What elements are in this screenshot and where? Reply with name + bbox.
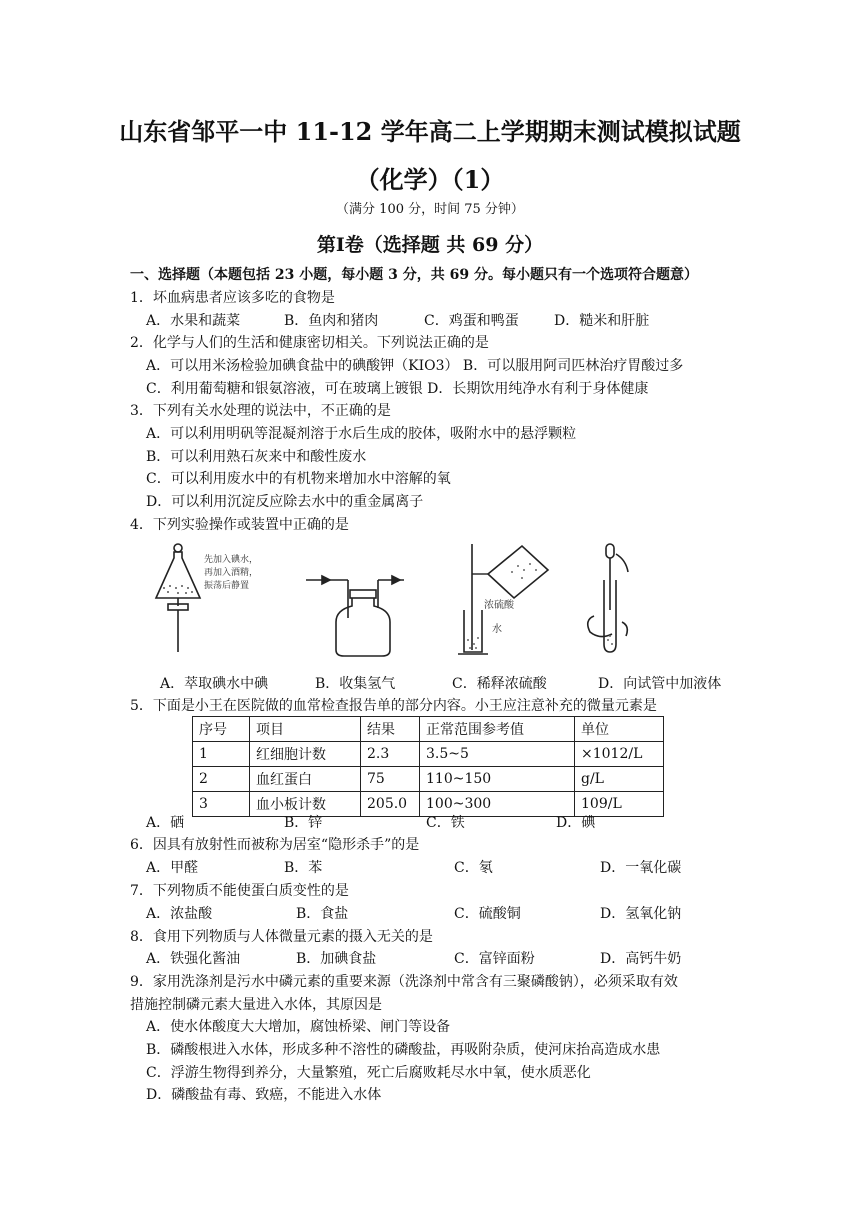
exam-subtitle: （化学）（1） <box>355 165 505 194</box>
table-cell: ×1012/L <box>575 742 664 767</box>
table-row <box>193 767 664 792</box>
fig-a-note-1: 先加入碘水， <box>204 555 259 565</box>
q9-stem-line1: 9．家用洗涤剂是污水中磷元素的重要来源（洗涤剂中常含有三聚磷酸钠），必须采取有效 <box>130 974 678 990</box>
q4-option-a: A．萃取碘水中碘 <box>160 676 269 692</box>
dilution-figure <box>452 540 572 660</box>
q2-options-row1: A．可以用米汤检验加碘食盐中的碘酸钾（KIO3） B．可以服用阿司匹林治疗胃酸过多 <box>146 358 684 374</box>
q3-option-b: B．可以利用熟石灰来中和酸性废水 <box>146 449 367 465</box>
q5-option-d: D．碘 <box>556 815 596 831</box>
q1-option-b: B．鱼肉和猪肉 <box>284 313 379 329</box>
table-header-cell: 结果 <box>361 717 420 742</box>
table-cell: 205.0 <box>361 792 420 817</box>
q5-option-b: B．锌 <box>284 815 323 831</box>
q9-stem-line2: 措施控制磷元素大量进入水体，其原因是 <box>130 997 382 1013</box>
table-header-cell: 序号 <box>193 717 250 742</box>
q4-option-b: B．收集氢气 <box>315 676 396 692</box>
table-cell: 2.3 <box>361 742 420 767</box>
exam-title: 山东省邹平一中 11-12 学年高二上学期期末测试模拟试题 <box>119 117 741 146</box>
q1-stem: 1．坏血病患者应该多吃的食物是 <box>130 290 335 306</box>
q9-option-b: B．磷酸根进入水体，形成多种不溶性的磷酸盐，再吸附杂质，使河床抬高造成水患 <box>146 1042 661 1058</box>
table-cell: 血小板计数 <box>250 792 361 817</box>
q4-option-d: D．向试管中加液体 <box>598 676 722 692</box>
blood-test-table <box>192 716 664 817</box>
table-cell: 110~150 <box>420 767 575 792</box>
table-header-cell: 单位 <box>575 717 664 742</box>
q3-option-a: A．可以利用明矾等混凝剂溶于水后生成的胶体，吸附水中的悬浮颗粒 <box>146 426 577 442</box>
q8-option-b: B．加碘食盐 <box>296 951 377 967</box>
q8-stem: 8．食用下列物质与人体微量元素的摄入无关的是 <box>130 929 433 945</box>
table-row <box>193 742 664 767</box>
q6-option-a: A．甲醛 <box>146 860 199 876</box>
table-row <box>193 792 664 817</box>
q3-option-d: D．可以利用沉淀反应除去水中的重金属离子 <box>146 494 424 510</box>
q5-option-c: C．铁 <box>426 815 465 831</box>
table-cell: 2 <box>193 767 250 792</box>
q9-option-d: D．磷酸盐有毒、致癌，不能进入水体 <box>146 1087 382 1103</box>
q1-option-d: D．糙米和肝脏 <box>554 313 650 329</box>
q7-option-c: C．硫酸铜 <box>454 906 521 922</box>
q5-option-a: A．硒 <box>146 815 185 831</box>
section-intro: 一、选择题（本题包括 23 小题，每小题 3 分，共 69 分。每小题只有一个选项符合题意） <box>130 267 698 283</box>
table-cell: 3 <box>193 792 250 817</box>
q4-option-c: C．稀释浓硫酸 <box>452 676 547 692</box>
dropper-figure <box>578 540 658 660</box>
q7-option-d: D．氢氧化钠 <box>600 906 682 922</box>
q3-stem: 3．下列有关水处理的说法中，不正确的是 <box>130 403 391 419</box>
q8-option-a: A．铁强化酱油 <box>146 951 241 967</box>
table-cell: 红细胞计数 <box>250 742 361 767</box>
q8-option-c: C．富锌面粉 <box>454 951 535 967</box>
fig-a-note-3: 振荡后静置 <box>204 581 250 591</box>
table-cell: 109/L <box>575 792 664 817</box>
q4-stem: 4．下列实验操作或装置中正确的是 <box>130 517 349 533</box>
table-cell: 血红蛋白 <box>250 767 361 792</box>
q1-option-a: A．水果和蔬菜 <box>146 313 241 329</box>
table-header-cell: 正常范围参考值 <box>420 717 575 742</box>
q9-option-a: A．使水体酸度大大增加，腐蚀桥梁、闸门等设备 <box>146 1019 451 1035</box>
q6-option-b: B．苯 <box>284 860 323 876</box>
q6-option-c: C．氡 <box>454 860 493 876</box>
q5-stem: 5．下面是小王在医院做的血常检查报告单的部分内容。小王应注意补充的微量元素是 <box>130 698 657 714</box>
table-header-row <box>193 717 664 742</box>
table-cell: 100~300 <box>420 792 575 817</box>
q6-stem: 6．因具有放射性而被称为居室“隐形杀手”的是 <box>130 837 420 853</box>
fig-a-note-2: 再加入酒精， <box>204 568 259 578</box>
table-cell: 75 <box>361 767 420 792</box>
q2-options-row2: C．利用葡萄糖和银氨溶液，可在玻璃上镀银 D．长期饮用纯净水有利于身体健康 <box>146 381 649 397</box>
part-title: 第Ⅰ卷（选择题 共 69 分） <box>316 234 544 256</box>
q1-option-c: C．鸡蛋和鸭蛋 <box>424 313 519 329</box>
exam-meta: （满分 100 分，时间 75 分钟） <box>336 202 524 217</box>
table-cell: 1 <box>193 742 250 767</box>
q7-option-b: B．食盐 <box>296 906 349 922</box>
table-cell: 3.5~5 <box>420 742 575 767</box>
q9-option-c: C．浮游生物得到养分，大量繁殖，死亡后腐败耗尽水中氧，使水质恶化 <box>146 1065 591 1081</box>
table-cell: g/L <box>575 767 664 792</box>
gas-collection-figure <box>300 540 410 660</box>
table-header-cell: 项目 <box>250 717 361 742</box>
q7-stem: 7．下列物质不能使蛋白质变性的是 <box>130 883 349 899</box>
q8-option-d: D．高钙牛奶 <box>600 951 682 967</box>
q6-option-d: D．一氧化碳 <box>600 860 682 876</box>
q2-stem: 2．化学与人们的生活和健康密切相关。下列说法正确的是 <box>130 335 489 351</box>
fig-c-acid-label: 浓硫酸 <box>484 600 514 611</box>
fig-c-water-label: 水 <box>492 624 502 635</box>
q7-option-a: A．浓盐酸 <box>146 906 213 922</box>
q3-option-c: C．可以利用废水中的有机物来增加水中溶解的氧 <box>146 471 451 487</box>
separatory-funnel-figure <box>148 540 288 660</box>
